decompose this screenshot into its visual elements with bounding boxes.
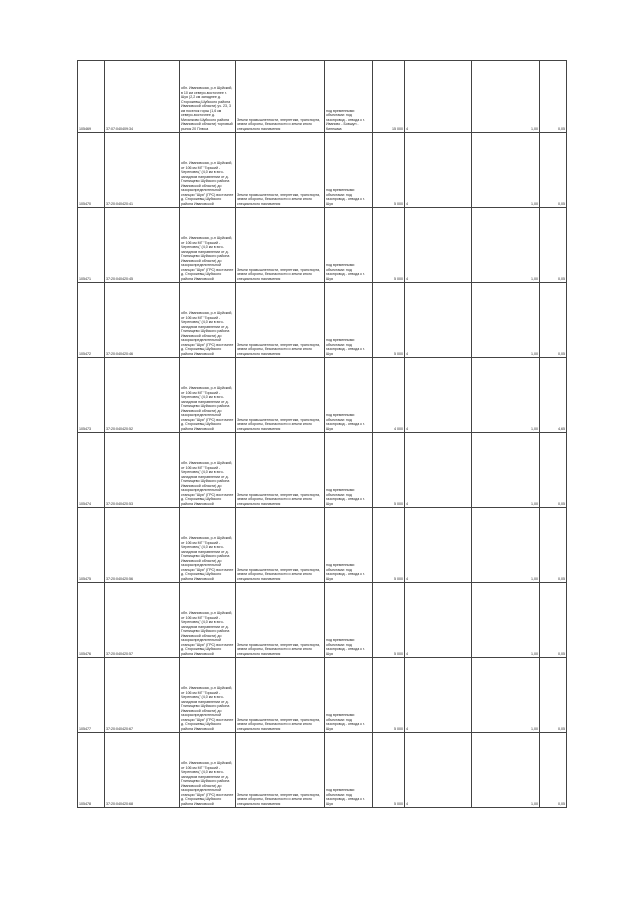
permitted-use-cell: под временными объектами: под газопровод - отвода к г. Шуя [325, 433, 373, 508]
subject-code-cell: 4 [405, 208, 472, 283]
subject-code-cell: 4 [405, 133, 472, 208]
value-x-cell: 1,00 [472, 283, 540, 358]
cadastral-number-cell: 37:20:040420:41 [105, 133, 180, 208]
land-category-cell: Земли промышленности, энергетики, транспорта, земли обороны, безопасности и земли иного специального назначения [236, 358, 325, 433]
record-number-cell: 105473 [78, 358, 105, 433]
cadastral-number-cell: 37:20:040420:67 [105, 658, 180, 733]
land-category-cell: Земли промышленности, энергетики, транспорта, земли обороны, безопасности и земли иного специального назначения [236, 61, 325, 133]
value-y-cell: 0,05 [540, 433, 567, 508]
record-number-cell: 105475 [78, 508, 105, 583]
record-number-cell: 105469 [78, 61, 105, 133]
value-x-cell: 1,00 [472, 358, 540, 433]
cadastral-number-cell: 37:07:040409:34 [105, 61, 180, 133]
location-cell: обл. Ивановская, р-н Шуйский, от 106 км МГ "Горький - Череповец" (4,0 км в юго-западном направлении от д. Глинищево Шуйского района Ивановской области) до газораспределительной станции "Шуя" (ГРС) восточнее д. Сторожевщ Шуйского района Ивановской [180, 133, 236, 208]
land-category-cell: Земли промышленности, энергетики, транспорта, земли обороны, безопасности и земли иного специального назначения [236, 283, 325, 358]
cadastral-number-cell: 37:20:040420:45 [105, 208, 180, 283]
value-y-cell: 4,65 [540, 358, 567, 433]
value-y-cell: 0,05 [540, 733, 567, 808]
record-number-cell: 105478 [78, 733, 105, 808]
location-cell: обл. Ивановская, р-н Шуйский, от 106 км МГ "Горький - Череповец" (4,0 км в юго-западном направлении от д. Глинищево Шуйского района Ивановской области) до газораспределительной станции "Шуя" (ГРС) восточнее д. Сторожевщ Шуйского района Ивановской [180, 508, 236, 583]
area-cell: 4 000 [373, 358, 405, 433]
table-row [78, 733, 567, 808]
permitted-use-cell: под временными объектами: под газопровод - отвода к г. Шуя [325, 358, 373, 433]
cadastral-number-cell: 37:20:040420:53 [105, 433, 180, 508]
table-row [78, 658, 567, 733]
value-x-cell: 1,00 [472, 733, 540, 808]
cadastral-number-cell: 37:20:040420:52 [105, 358, 180, 433]
area-cell: 5 000 [373, 658, 405, 733]
value-y-cell: 0,05 [540, 208, 567, 283]
table-row [78, 61, 567, 133]
record-number-cell: 105471 [78, 208, 105, 283]
area-cell: 5 000 [373, 508, 405, 583]
subject-code-cell: 4 [405, 733, 472, 808]
subject-code-cell: 4 [405, 61, 472, 133]
table-row [78, 583, 567, 658]
land-category-cell: Земли промышленности, энергетики, транспорта, земли обороны, безопасности и земли иного специального назначения [236, 733, 325, 808]
value-y-cell: 0,05 [540, 508, 567, 583]
subject-code-cell: 4 [405, 658, 472, 733]
record-number-cell: 105472 [78, 283, 105, 358]
permitted-use-cell: под временными объектами: под газопровод - отвода к г. Шуя [325, 133, 373, 208]
cadastral-number-cell: 37:20:040420:57 [105, 583, 180, 658]
subject-code-cell: 4 [405, 433, 472, 508]
land-plots-table [77, 60, 567, 808]
value-x-cell: 1,00 [472, 433, 540, 508]
table-row [78, 358, 567, 433]
area-cell: 15 000 [373, 61, 405, 133]
table-body [78, 61, 567, 808]
permitted-use-cell: под временными объектами: под газопровод - отвода к г. Шуя [325, 283, 373, 358]
cadastral-number-cell: 37:20:040420:68 [105, 733, 180, 808]
value-y-cell: 0,05 [540, 283, 567, 358]
subject-code-cell: 4 [405, 508, 472, 583]
location-cell: обл. Ивановская, р-н Шуйский, от 106 км МГ "Горький - Череповец" (4,0 км в юго-западном направлении от д. Глинищево Шуйского района Ивановской области) до газораспределительной станции "Шуя" (ГРС) восточнее д. Сторожевщ Шуйского района Ивановской [180, 358, 236, 433]
cadastral-number-cell: 37:20:040420:56 [105, 508, 180, 583]
location-cell: обл. Ивановская, р-н Шуйский, в 10 км северо-восточнее г. Шуя (2,2 км западнее д. Сторожевщ Шуйского района Ивановской области) уч. 23, 3 км поселок горьк (1,6 км северо-восточнее д. Михалково Шуйского района Ивановской области) торговый рынок 20 Плюса [180, 61, 236, 133]
table-row [78, 283, 567, 358]
location-cell: обл. Ивановская, р-н Шуйский, от 106 км МГ "Горький - Череповец" (4,0 км в юго-западном направлении от д. Глинищево Шуйского района Ивановской области) до газораспределительной станции "Шуя" (ГРС) восточнее д. Сторожевщ Шуйского района Ивановской [180, 208, 236, 283]
area-cell: 5 000 [373, 208, 405, 283]
permitted-use-cell: под временными объектами: под газопровод - отвода к г. Шуя [325, 658, 373, 733]
table-row [78, 508, 567, 583]
location-cell: обл. Ивановская, р-н Шуйский, от 106 км МГ "Горький - Череповец" (4,0 км в юго-западном направлении от д. Глинищево Шуйского района Ивановской области) до газораспределительной станции "Шуя" (ГРС) восточнее д. Сторожевщ Шуйского района Ивановской [180, 658, 236, 733]
table-row [78, 208, 567, 283]
permitted-use-cell: под временными объектами: под газопровод - отвода к г. Шуя [325, 733, 373, 808]
land-category-cell: Земли промышленности, энергетики, транспорта, земли обороны, безопасности и земли иного специального назначения [236, 508, 325, 583]
land-category-cell: Земли промышленности, энергетики, транспорта, земли обороны, безопасности и земли иного специального назначения [236, 433, 325, 508]
subject-code-cell: 4 [405, 283, 472, 358]
land-category-cell: Земли промышленности, энергетики, транспорта, земли обороны, безопасности и земли иного специального назначения [236, 133, 325, 208]
area-cell: 5 000 [373, 283, 405, 358]
value-y-cell: 0,05 [540, 133, 567, 208]
value-x-cell: 1,00 [472, 583, 540, 658]
value-x-cell: 1,00 [472, 61, 540, 133]
subject-code-cell: 4 [405, 583, 472, 658]
location-cell: обл. Ивановская, р-н Шуйский, от 106 км МГ "Горький - Череповец" (4,0 км в юго-западном направлении от д. Глинищево Шуйского района Ивановской области) до газораспределительной станции "Шуя" (ГРС) восточнее д. Сторожевщ Шуйского района Ивановской [180, 283, 236, 358]
record-number-cell: 105476 [78, 583, 105, 658]
permitted-use-cell: под временными объектами: под газопровод - отвода к г. Шуя [325, 508, 373, 583]
record-number-cell: 105474 [78, 433, 105, 508]
permitted-use-cell: под временными объектами: под газопровод - отвода к г. Шуя [325, 208, 373, 283]
area-cell: 5 000 [373, 433, 405, 508]
record-number-cell: 105477 [78, 658, 105, 733]
land-category-cell: Земли промышленности, энергетики, транспорта, земли обороны, безопасности и земли иного специального назначения [236, 658, 325, 733]
value-y-cell: 0,05 [540, 658, 567, 733]
permitted-use-cell: под временными объектами: под газопровод - отвода к г. Иваново - Бовшун - Кинешма [325, 61, 373, 133]
permitted-use-cell: под временными объектами: под газопровод - отвода к г. Шуя [325, 583, 373, 658]
land-category-cell: Земли промышленности, энергетики, транспорта, земли обороны, безопасности и земли иного специального назначения [236, 583, 325, 658]
land-category-cell: Земли промышленности, энергетики, транспорта, земли обороны, безопасности и земли иного специального назначения [236, 208, 325, 283]
record-number-cell: 105470 [78, 133, 105, 208]
area-cell: 5 000 [373, 733, 405, 808]
value-x-cell: 1,00 [472, 658, 540, 733]
table-row [78, 133, 567, 208]
value-x-cell: 1,00 [472, 208, 540, 283]
table-row [78, 433, 567, 508]
area-cell: 5 000 [373, 133, 405, 208]
value-x-cell: 1,00 [472, 508, 540, 583]
location-cell: обл. Ивановская, р-н Шуйский, от 106 км МГ "Горький - Череповец" (4,0 км в юго-западном направлении от д. Глинищево Шуйского района Ивановской области) до газораспределительной станции "Шуя" (ГРС) восточнее д. Сторожевщ Шуйского района Ивановской [180, 433, 236, 508]
location-cell: обл. Ивановская, р-н Шуйский, от 106 км МГ "Горький - Череповец" (4,0 км в юго-западном направлении от д. Глинищево Шуйского района Ивановской области) до газораспределительной станции "Шуя" (ГРС) восточнее д. Сторожевщ Шуйского района Ивановской [180, 733, 236, 808]
location-cell: обл. Ивановская, р-н Шуйский, от 106 км МГ "Горький - Череповец" (4,0 км в юго-западном направлении от д. Глинищево Шуйского района Ивановской области) до газораспределительной станции "Шуя" (ГРС) восточнее д. Сторожевщ Шуйского района Ивановской [180, 583, 236, 658]
subject-code-cell: 4 [405, 358, 472, 433]
cadastral-number-cell: 37:20:040420:46 [105, 283, 180, 358]
area-cell: 5 000 [373, 583, 405, 658]
value-y-cell: 0,05 [540, 61, 567, 133]
value-x-cell: 1,00 [472, 133, 540, 208]
value-y-cell: 0,05 [540, 583, 567, 658]
